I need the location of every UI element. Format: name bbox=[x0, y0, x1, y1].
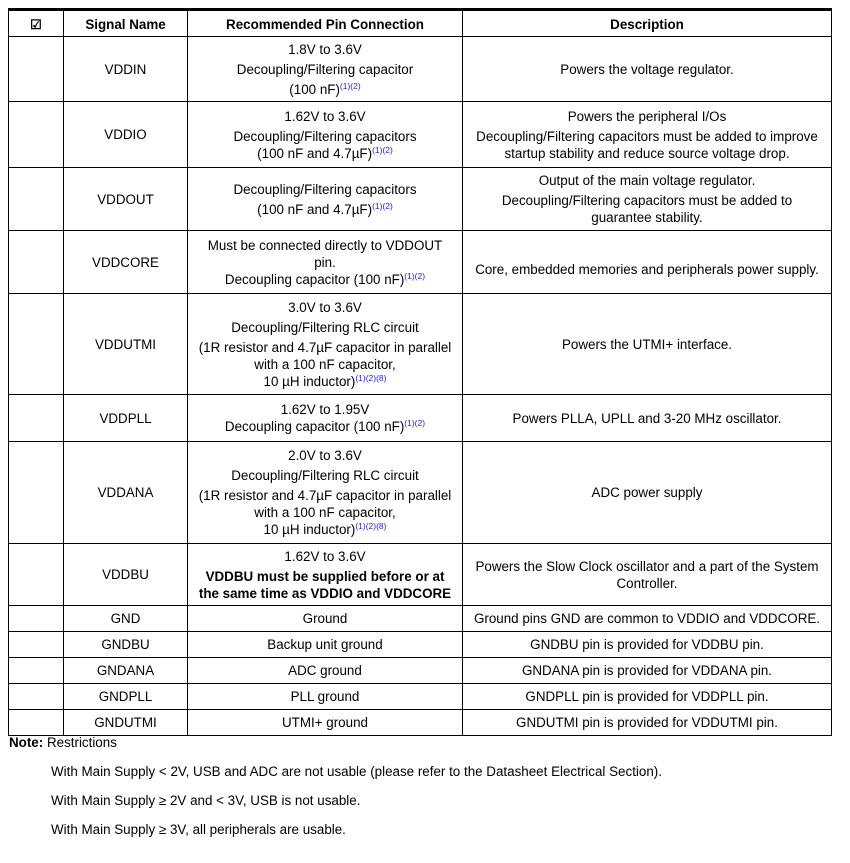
description: Output of the main voltage regulator. Decoupling/Filtering capacitors must be added to guarantee stability. bbox=[463, 168, 832, 231]
signal-name: GND bbox=[64, 606, 188, 632]
signal-name: VDDOUT bbox=[64, 168, 188, 231]
signal-name: VDDPLL bbox=[64, 395, 188, 442]
table-row bbox=[9, 37, 832, 102]
check-cell[interactable] bbox=[9, 658, 64, 684]
description: Powers the UTMI+ interface. bbox=[463, 294, 832, 395]
table-header-row bbox=[9, 10, 832, 37]
footnote-ref[interactable]: (1)(2) bbox=[404, 418, 426, 428]
note-title: Restrictions bbox=[46, 735, 117, 750]
pin-connection: 1.62V to 1.95V Decoupling capacitor (100 nF)$^{(1)(2)}$ bbox=[188, 395, 463, 442]
power-sequence-warning: the same time as VDDIO and VDDCORE bbox=[198, 585, 452, 601]
table-row bbox=[9, 442, 832, 544]
pin-connection: 2.0V to 3.6V Decoupling/Filtering RLC circuit (1R resistor and 4.7µF capacitor in parallel with a 100 nF capacitor, 10 µH inductor)$^{(1)(2)(8)}$ bbox=[188, 442, 463, 544]
footnote-ref[interactable]: (1)(2)(8) bbox=[355, 372, 387, 383]
table-row bbox=[9, 684, 832, 710]
description: GNDPLL pin is provided for VDDPLL pin. bbox=[463, 684, 832, 710]
power-supply-checklist-table bbox=[8, 8, 832, 736]
check-cell[interactable] bbox=[9, 168, 64, 231]
table-row bbox=[9, 544, 832, 606]
check-cell[interactable] bbox=[9, 37, 64, 102]
check-cell[interactable] bbox=[9, 606, 64, 632]
pin-connection: PLL ground bbox=[188, 684, 463, 710]
pin-connection-header: Recommended Pin Connection bbox=[188, 10, 463, 37]
table-row bbox=[9, 231, 832, 294]
check-cell[interactable] bbox=[9, 684, 64, 710]
table-row bbox=[9, 168, 832, 231]
checkbox-column-header bbox=[9, 10, 64, 37]
check-cell[interactable] bbox=[9, 632, 64, 658]
table-row bbox=[9, 395, 832, 442]
footnote-ref[interactable]: (1)(2) bbox=[372, 200, 393, 211]
pin-connection: Decoupling/Filtering capacitors (100 nF and 4.7µF)$^{(1)(2)}$ bbox=[188, 168, 463, 231]
description: ADC power supply bbox=[463, 442, 832, 544]
check-cell[interactable] bbox=[9, 544, 64, 606]
signal-name: VDDIN bbox=[64, 37, 188, 102]
pin-connection: 3.0V to 3.6V Decoupling/Filtering RLC circuit (1R resistor and 4.7µF capacitor in parallel with a 100 nF capacitor, 10 µH inductor)$^{(1)(2)(8)}$ bbox=[188, 294, 463, 395]
check-cell[interactable] bbox=[9, 710, 64, 736]
checkbox-icon: ☑ bbox=[30, 16, 42, 32]
pin-connection: 1.8V to 3.6V Decoupling/Filtering capacitor (100 nF)$^{(1)(2)}$ bbox=[188, 37, 463, 102]
description: Powers the peripheral I/Os Decoupling/Filtering capacitors must be added to improve startup stability and reduce source voltage drop. bbox=[463, 102, 832, 168]
pin-connection: UTMI+ ground bbox=[188, 710, 463, 736]
pin-connection: Must be connected directly to VDDOUT pin. Decoupling capacitor (100 nF)$^{(1)(2)}$ bbox=[188, 231, 463, 294]
signal-name: GNDANA bbox=[64, 658, 188, 684]
table-row bbox=[9, 294, 832, 395]
note-label: Note: bbox=[9, 735, 44, 750]
signal-name: VDDANA bbox=[64, 442, 188, 544]
check-cell[interactable] bbox=[9, 294, 64, 395]
note-line: With Main Supply ≥ 2V and < 3V, USB is not usable. bbox=[51, 793, 361, 808]
description: GNDUTMI pin is provided for VDDUTMI pin. bbox=[463, 710, 832, 736]
signal-name: GNDBU bbox=[64, 632, 188, 658]
signal-name: VDDCORE bbox=[64, 231, 188, 294]
footnote-ref[interactable]: (1)(2) bbox=[372, 144, 393, 155]
signal-name: GNDUTMI bbox=[64, 710, 188, 736]
note-line: With Main Supply ≥ 3V, all peripherals are usable. bbox=[51, 822, 346, 837]
table-row bbox=[9, 102, 832, 168]
signal-name: VDDBU bbox=[64, 544, 188, 606]
pin-connection: 1.62V to 3.6V Decoupling/Filtering capacitors (100 nF and 4.7µF)$^{(1)(2)}$ bbox=[188, 102, 463, 168]
check-cell[interactable] bbox=[9, 231, 64, 294]
table-row bbox=[9, 606, 832, 632]
description: Ground pins GND are common to VDDIO and VDDCORE. bbox=[463, 606, 832, 632]
signal-name: GNDPLL bbox=[64, 684, 188, 710]
power-sequence-warning: VDDBU must be supplied before or at bbox=[205, 568, 445, 584]
pin-connection: Ground bbox=[188, 606, 463, 632]
signal-name: VDDUTMI bbox=[64, 294, 188, 395]
table-row bbox=[9, 710, 832, 736]
note-heading bbox=[9, 735, 117, 751]
table-row bbox=[9, 632, 832, 658]
footnote-ref[interactable]: (1)(2) bbox=[404, 270, 426, 281]
pin-connection: Backup unit ground bbox=[188, 632, 463, 658]
signal-name: VDDIO bbox=[64, 102, 188, 168]
pin-connection: ADC ground bbox=[188, 658, 463, 684]
note-line: With Main Supply < 2V, USB and ADC are not usable (please refer to the Datasheet Electrical Section). bbox=[51, 764, 662, 779]
signal-name-header: Signal Name bbox=[64, 10, 188, 37]
check-cell[interactable] bbox=[9, 442, 64, 544]
description: Powers PLLA, UPLL and 3-20 MHz oscillator. bbox=[463, 395, 832, 442]
description: GNDANA pin is provided for VDDANA pin. bbox=[463, 658, 832, 684]
description-header: Description bbox=[463, 10, 832, 37]
table-row bbox=[9, 658, 832, 684]
footnote-ref[interactable]: (1)(2)(8) bbox=[355, 521, 387, 531]
footnote-ref[interactable]: (1)(2) bbox=[339, 80, 361, 91]
check-cell[interactable] bbox=[9, 102, 64, 168]
description: Core, embedded memories and peripherals power supply. bbox=[463, 231, 832, 294]
description: Powers the Slow Clock oscillator and a part of the System Controller. bbox=[463, 544, 832, 606]
pin-connection: 1.62V to 3.6V VDDBU must be supplied before or at the same time as VDDIO and VDDCORE bbox=[188, 544, 463, 606]
description: Powers the voltage regulator. bbox=[463, 37, 832, 102]
check-cell[interactable] bbox=[9, 395, 64, 442]
description: GNDBU pin is provided for VDDBU pin. bbox=[463, 632, 832, 658]
